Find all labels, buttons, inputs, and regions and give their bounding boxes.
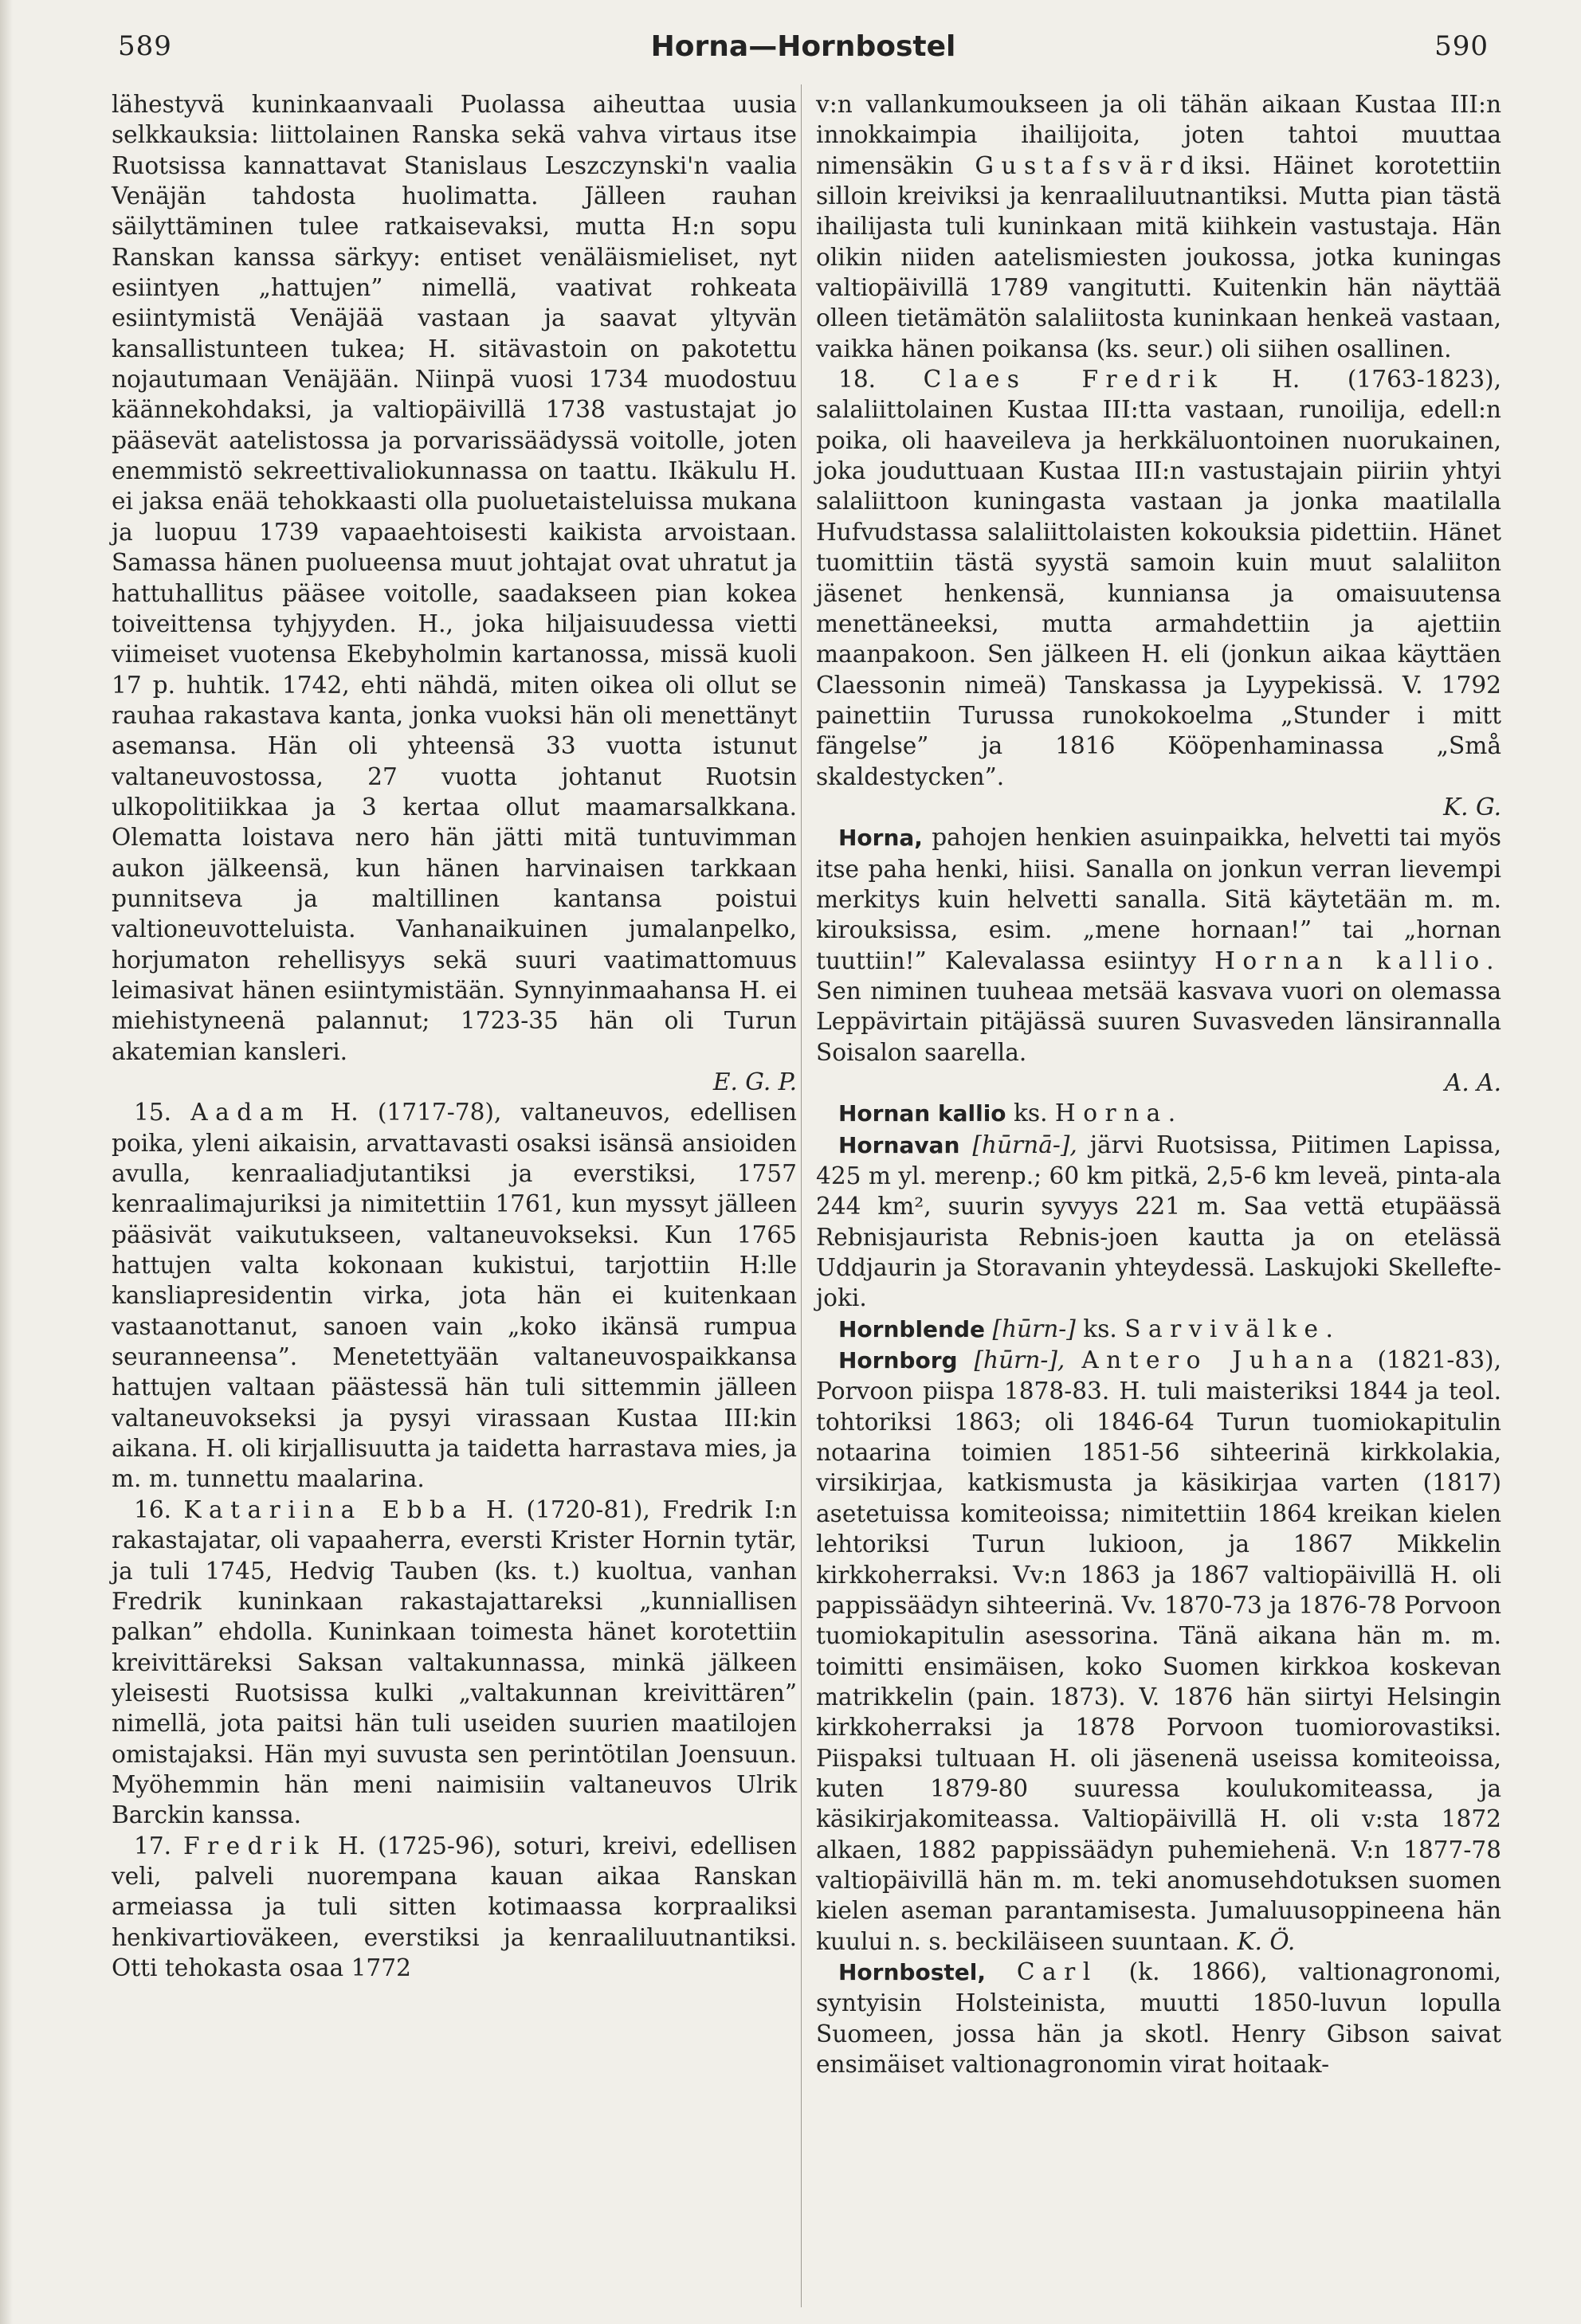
entry-name: Aadam [190,1099,312,1127]
signature: E. G. P. [712,1068,797,1095]
spaced-name: Hornan kallio. [1214,946,1501,974]
entry-text: ks. [1013,1099,1048,1127]
entry-18 [816,364,1501,792]
entry-text: v:n vallankumoukseen ja oli tähän aikaan Kustaa III:n innokkaimpia ihailijoita, joten tahtoi muuttaa nimensäkin [816,91,1501,179]
entry-17-continuation [816,89,1501,364]
headword: Hornblende [838,1315,986,1342]
spaced-name: Antero Juhana [1081,1346,1361,1374]
headword: Horna, [838,825,923,852]
entry-text: (1821-83), Porvoon piispa 1878-83. H. tuli maisteriksi 1844 ja teol. tohtoriksi 1863; oli 1846-64 Turun tuomiokapitulin notaarina toimien 1851-56 sihteerinä kirkkolakia, virsikirjaa, katkismusta ja käsikirjaa varten (1817) asetetuissa komiteoissa; nimitettiin 1864 kreikan kielen lehtoriksi Turun lukioon, ja 1867 Mikkelin kirkkoherraksi. Vv:n 1863 ja 1867 valtiopäivillä H. oli pappissäädyn sihteerinä. Vv. 1870-73 ja 1876-78 Porvoon tuomiokapitulin asessorina. Tänä aikana hän m. m. toimitti ensimäisen, koko Suomen kirkkoa koskevan matrikkelin (pain. 1873). V. 1876 hän siirtyi Helsingin kirkkoherraksi ja 1878 Porvoon tuomiorovastiksi. Piispaksi tultuaan H. oli jäsenenä useissa komiteoissa, kuten 1879-80 suuressa koulukomiteassa, ja käsikirjakomiteassa. Valtiopäivillä H. oli v:sta 1872 alkaen, 1882 pappissäädyn puhemiehenä. V:n 1877-78 valtiopäivillä hän m. m. teki anomusehdotuksen suomen kielen aseman parantamisesta. Jumaluusoppineena hän kuului n. s. beckiläiseen suuntaan. [816,1346,1501,1955]
spaced-name: Carl [1016,1958,1098,1985]
page-number-left: 589 [118,30,172,62]
entry-name: Katariina Ebba [183,1495,474,1523]
headword: Hornbostel, [838,1958,986,1985]
headword: Hornborg [838,1347,958,1374]
cross-reference: Sarvivälke. [1124,1315,1341,1342]
entry-hornan-kallio [816,1098,1501,1129]
signature: K. Ö. [1237,1927,1296,1955]
entry-text: pahojen henkien asuinpaikka, helvetti tai myös itse paha henki, hiisi. Sanalla on jonkun verran lievempi merkitys kuin helvetti sanalla. Sitä käytetään m. m. kirouksissa, esim. „mene hornaan!” tai „hornan tuuttiin!” Kalevalassa esiintyy [816,824,1501,974]
entry-hornavan [816,1130,1501,1314]
entry-text: Sen niminen tuuheaa metsää kasvava vuori on olemassa Leppävirtain pitäjässä suuren Suvasveden länsirannalla Soisalon saarella. [816,977,1501,1066]
left-column [112,89,797,1983]
headword: Hornan kallio [838,1100,1006,1127]
entry-hornblende [816,1314,1501,1345]
entry-number: 16. [134,1495,172,1523]
running-title: Horna—Hornbostel [650,30,956,63]
spaced-name: Gustafsvärd [975,151,1202,179]
pronunciation: [hūrn-] [992,1315,1076,1342]
entry-hornbostel [816,1957,1501,2079]
entry-text: ks. [1083,1315,1117,1342]
entry-number: 18. [838,366,877,394]
entry-hornborg [816,1345,1501,1957]
entry-text: iksi. Häinet korotettiin silloin kreiviksi ja kenraaliluutnantiksi. Mutta pian tästä ihailijasta tuli kuninkaan mitä kiihkein vastustaja. Hän olikin niiden aatelismiesten joukossa, jotka kuningas valtiopäivillä 1789 vangitutti. Kuitenkin hän näyttää olleen tietämätön salaliitosta kuninkaan henkeä vastaan, vaikka hänen poikansa (ks. seur.) oli siihen osallinen. [816,151,1501,363]
entry-text: (k. 1866), valtionagronomi, syntyisin Holsteinista, muutti 1850-luvun lopulla Suomeen, jossa hän ja skotl. Henry Gibson saivat ensimäiset valtionagronomin virat hoitaak- [816,1958,1501,2078]
headword: Hornavan [838,1131,960,1158]
pronunciation: [hūrn-], [974,1346,1065,1374]
signature: K. G. [1443,793,1501,821]
entry-name: Fredrik [183,1832,326,1860]
column-divider [801,84,802,2307]
entry-text: H. (1763-1823), salaliittolainen Kustaa III:tta vastaan, runoilija, edell:n poika, oli haaveileva ja herkkäluontoinen nuorukainen, joka jouduttuaan Kustaa III:n vastustajain piiriin yhtyi salaliittoon kuningasta vastaan ja jonka maatilalla Hufvudstassa salaliittolaisten kokouksia pidettiin. Hänet tuomittiin tästä syystä samoin kuin muut salaliiton jäsenet henkensä, kunniansa ja omaisuutensa menettäneeksi, mutta armahdettiin ja ajettiin maanpakoon. Sen jälkeen H. eli (jonkun aikaa käyttäen Claessonin nimeä) Tanskassa ja Lyypekissä. V. 1792 painettiin Turussa runokokoelma „Stunder i mitt fängelse” ja 1816 Kööpenhaminassa „Små skaldestycken”. [816,366,1501,790]
page-edge-shadow [0,0,13,2324]
cross-reference: Horna. [1054,1099,1183,1127]
page-number-right: 590 [1434,30,1489,62]
entry-15 [112,1097,797,1494]
entry-17 [112,1831,797,1984]
signature: A. A. [1445,1069,1501,1096]
right-column [816,89,1501,2079]
entry-text: H. (1717-78), valtaneuvos, edellisen poika, yleni aikaisin, arvattavasti osaksi isänsä ansioiden avulla, kenraaliadjutantiksi ja everstiksi, 1757 kenraalimajuriksi ja nimitettiin 1761, kun myssyt jälleen pääsivät vaikutukseen, valtaneuvokseksi. Kun 1765 hattujen valta kokonaan kukistui, tarjottiin H:lle kansliapresidentin virka, jota hän ei kuitenkaan vastaanottanut, sanoen vain „koko ikänsä rumpua seuranneensa”. Menetettyään valtaneuvospaikkansa hattujen valtaan päästessä hän tuli sittemmin jälleen valtaneuvokseksi ja pysyi virassaan Kustaa III:kin aikana. H. oli kirjallisuutta ja taidetta harrastava mies, ja m. m. tunnettu maalarina. [112,1099,797,1493]
entry-text: H. (1725-96), soturi, kreivi, edellisen veli, palveli nuorempana kauan aikaa Ranskan armeiassa ja tuli sitten kotimaassa korpraaliksi henkivartioväkeen, everstiksi ja kenraaliluutnantiksi. Otti tehokasta osaa 1772 [112,1832,797,1981]
entry-text: H. (1720-81), Fredrik I:n rakastajatar, oli vapaaherra, eversti Krister Hornin tytär, ja tuli 1745, Hedvig Tauben (ks. t.) kuoltua, vanhan Fredrik kuninkaan rakastajattareksi „kunniallisen palkan” ehdolla. Kuninkaan toimesta hänet korotettiin kreivittäreksi Saksan valtakunnassa, minkä jälkeen yleisesti Ruotsissa kulki „valtakunnan kreivittären” nimellä, jota paitsi hän tuli useiden suurien maatilojen omistajaksi. Hän myi suvusta sen perintötilan Joensuun. Myöhemmin hän meni naimisiin valtaneuvos Ulrik Barckin kanssa. [112,1495,798,1829]
entry-number: 17. [134,1832,172,1860]
entry-horna [816,822,1501,1068]
entry-number: 15. [134,1099,172,1127]
horn-continuation-paragraph: lähestyvä kuninkaanvaali Puolassa aiheuttaa uusia selkkauksia: liittolainen Ranska sekä vahva virtaus itse Ruotsissa kannattavat Stanislaus Leszczynski'n vaalia Venäjän tahdosta huolimatta. Jälleen rauhan säilyttäminen tulee ratkaisevaksi, mutta H:n sopu Ranskan kanssa särkyy: entiset venäläismieliset, nyt esiintyen „hattujen” nimellä, vaativat rohkeata esiintymistä Venäjää vastaan ja saavat yltyvän kansallistunteen tukea; H. sitävastoin on pakotettu nojautumaan Venäjään. Niinpä vuosi 1734 muodostuu käännekohdaksi, ja valtiopäivillä 1738 vastustajat jo pääsevät aatelistossa ja porvarissäädyssä voitolle, joten enemmistö sekreettivaliokunnassa on taattu. Ikäkulu H. ei jaksa enää tehokkaasti olla puoluetaisteluissa mukana ja luopuu 1739 vapaaehtoisesti kaikista arvoistaan. Samassa hänen puolueensa muut johtajat ovat uhratut ja hattuhallitus pääsee voitolle, saadakseen pian kokea toiveittensa tyhjyyden. H., joka hiljaisuudessa vietti viimeiset vuotensa Ekebyholmin kartanossa, missä kuoli 17 p. huhtik. 1742, ehti nähdä, miten oikea oli ollut se rauhaa rakastava kanta, jonka vuoksi hän oli menettänyt asemansa. Hän oli yhteensä 33 vuotta istunut valtaneuvostossa, 27 vuotta johtanut Ruotsin ulkopolitiikkaa ja 3 kertaa ollut maamarsalkkana. Olematta loistava nero hän jätti mitä tuntuvimman aukon jälkeensä, kun hänen harvinaisen tarkkaan punnitseva ja maltillinen kantansa poistui valtioneuvotteluista. Vanhanaikuinen jumalanpelko, horjumaton rehellisyys sekä suuri vaatimattomuus leimasivat hänen esiintymistään. Synnyinmaahansa H. ei miehistyneenä palannut; 1723-35 hän oli Turun akatemian kansleri. [112,91,797,1065]
entry-16 [112,1495,797,1831]
page-header [110,30,1497,70]
entry-name: Claes Fredrik [923,366,1225,394]
entry-text: järvi Ruotsissa, Piitimen Lapissa, 425 m yl. merenp.; 60 km pitkä, 2,5-6 km leveä, pinta-ala 244 km², suurin syvyys 221 m. Saa vettä etupäässä Rebnisjaurista Rebnis-joen kautta ja on etelässä Uddjaurin ja Storavanin yhteydessä. Laskujoki Skellefte-joki. [816,1131,1501,1312]
pronunciation: [hūrnā-], [972,1131,1077,1158]
